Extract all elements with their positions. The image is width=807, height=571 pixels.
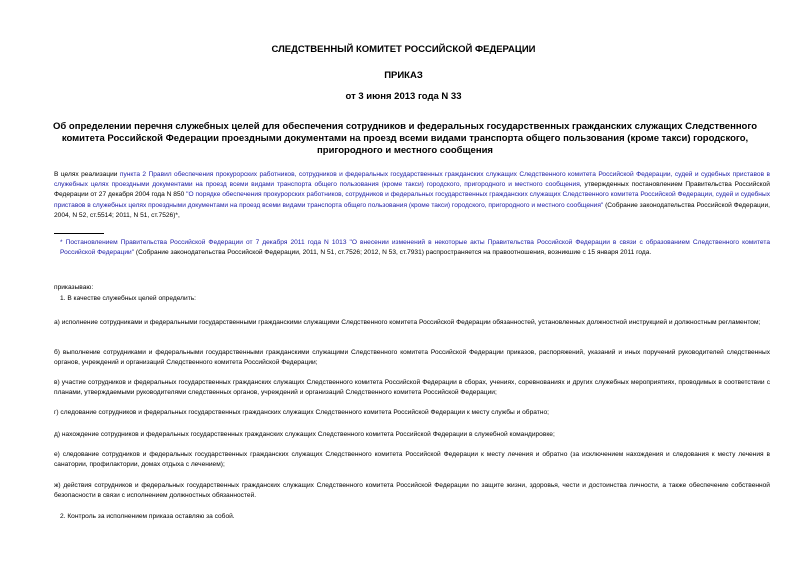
footnote-link[interactable]: * Постановлением Правительства Российской Федерации от 7 декабря 2011 года N 1013 "О внесении изменений в некоторые акты Правительства Российской Федерации в связи с образованием Следственного комитета Российской Федерации" [60, 239, 770, 257]
item-1d: д) нахождение сотрудников и федеральных государственных гражданских служащих Следственного комитета Российской Федерации в служебной командировке; [54, 431, 555, 438]
footnote [60, 238, 770, 258]
date-line: от 3 июня 2013 года N 33 [345, 91, 462, 102]
preamble-tail: (Собрание законодательства Российской Федерации, 2004, N 52, ст.5514; 2011, N 51, ст.7526)*, [54, 201, 770, 219]
item-1g: г) следование сотрудников и федеральных государственных гражданских служащих Следственного комитета Российской Федерации к месту службы и обратно; [54, 409, 549, 416]
footnote-divider [54, 233, 104, 234]
item-1e: е) следование сотрудников и федеральных государственных гражданских служащих Следственного комитета Российской Федерации к месту лечения и обратно (за исключением нахождения и следования к месту лечения в санатории, профилактории, домах отдыха с лечением); [54, 451, 770, 469]
item-1a: а) исполнение сотрудниками и федеральными государственными гражданскими служащими Следственного комитета Российской Федерации обязанностей, установленных должностной инструкцией и должностным регламентом; [54, 319, 761, 326]
orders-label: приказываю: [54, 284, 94, 291]
footnote-tail: (Собрание законодательства Российской Федерации, 2011, N 51, ст.7526; 2012, N 53, ст.7931) распространяется на правоотношения, возникшие с 15 января 2011 года. [134, 249, 652, 257]
preamble-link-rules[interactable]: пункта 2 Правил обеспечения прокурорских работников, сотрудников и федеральных государственных гражданских служащих Следственного комитета Российской Федерации, судей и судебных приставов в служебных целях проездными документами на проезд всеми видами транспорта общего пользования (кроме такси) городского, пригородного и местного сообщения [54, 171, 770, 189]
document-title: Об определении перечня служебных целей для обеспечения сотрудников и федеральных государственных гражданских служащих Следственного комитета Российской Федерации проездными документами на проезд всеми видами транспорта общего пользования (кроме такси) городского, пригородного и местного сообщения [53, 121, 757, 156]
preamble-link-resolution[interactable]: "О порядке обеспечения прокурорских работников, сотрудников и федеральных государственных гражданских служащих Следственного комитета Российской Федерации, судей и судебных приставов в служебных целях проездными документами на проезд всеми видами транспорта общего пользования (кроме такси) городского, пригородного и местного сообщения" [54, 191, 770, 209]
preamble-lead: В целях реализации [54, 171, 120, 178]
preamble-paragraph [54, 170, 770, 221]
item-2: 2. Контроль за исполнением приказа оставляю за собой. [60, 513, 235, 520]
item-1: 1. В качестве служебных целей определить: [60, 295, 196, 302]
org-heading: СЛЕДСТВЕННЫЙ КОМИТЕТ РОССИЙСКОЙ ФЕДЕРАЦИИ [271, 44, 536, 55]
doc-type-heading: ПРИКАЗ [384, 70, 423, 81]
item-1zh: ж) действия сотрудников и федеральных государственных гражданских служащих Следственного комитета Российской Федерации по защите жизни, здоровья, чести и достоинства личности, а также обеспечение собственной безопасности в связи с исполнением должностных обязанностей. [54, 482, 770, 500]
item-1v: в) участие сотрудников и федеральных государственных гражданских служащих Следственного комитета Российской Федерации в сборах, учениях, соревнованиях и других служебных мероприятиях, проводимых в соответствии с планами, утверждаемыми руководителями следственных органов, учреждений и организаций Следственного комитета Российской Федерации; [54, 379, 770, 397]
item-1b: б) выполнение сотрудниками и федеральными государственными гражданскими служащими Следственного комитета Российской Федерации приказов, распоряжений, указаний и иных поручений руководителей следственных органов, учреждений и организаций Следственного комитета Российской Федерации; [54, 349, 770, 367]
preamble-mid: , утвержденных постановлением Правительства Российской Федерации от 27 декабря 2004 года N 850 [54, 181, 770, 199]
